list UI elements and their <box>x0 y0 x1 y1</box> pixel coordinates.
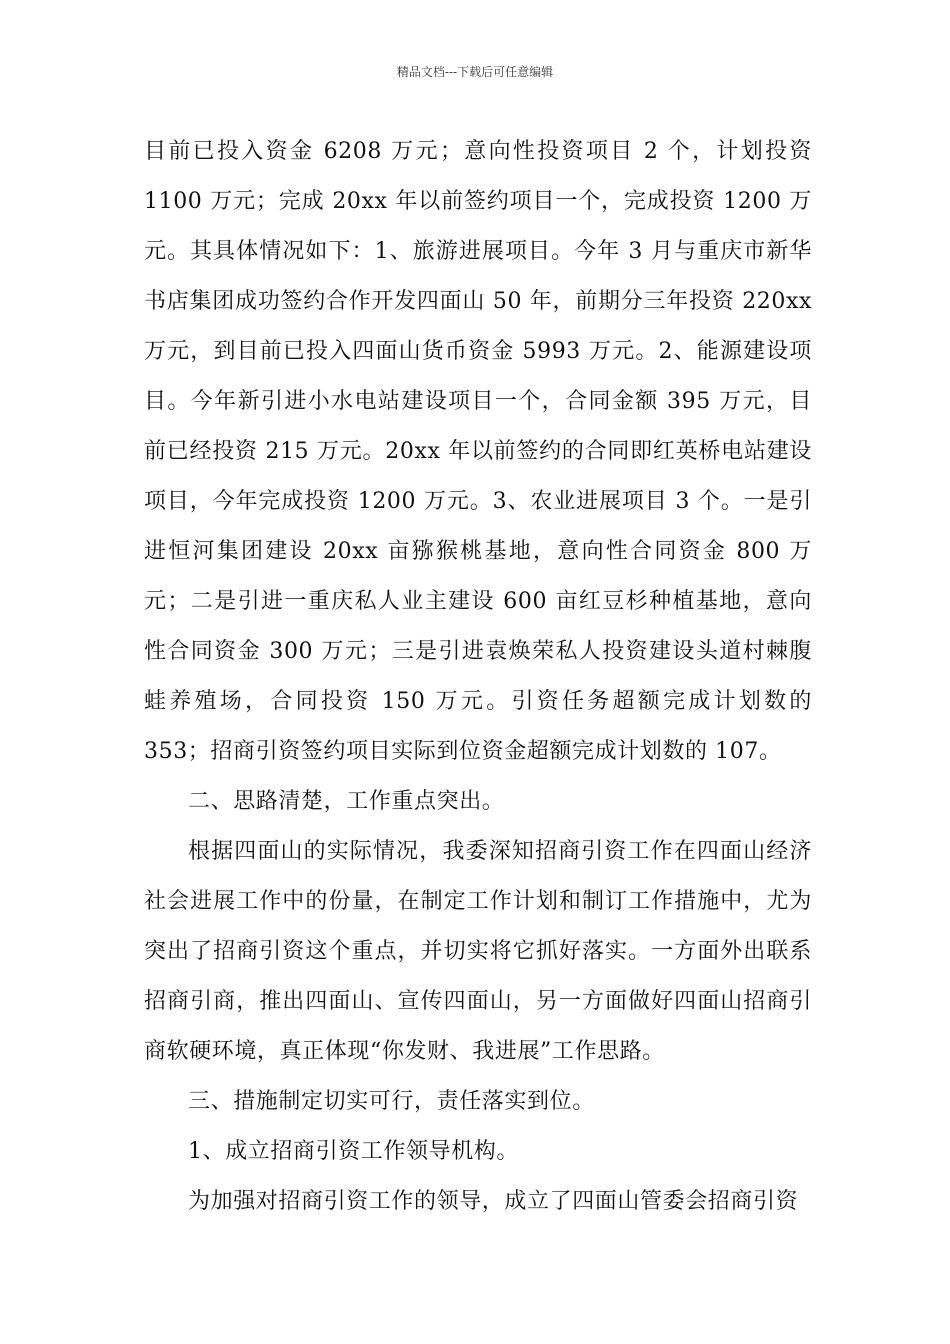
paragraph-approach: 根据四面山的实际情况，我委深知招商引资工作在四面山经济社会进展工作中的份量，在制定工作计划和制订工作措施中，尤为突出了招商引资这个重点，并切实将它抓好落实。一方面外出联系招商引商，推出四面山、宣传四面山，另一方面做好四面山招商引商软硬环境，真正体现“你发财、我进展”工作思路。 <box>144 839 812 1064</box>
subheading-one: 1、成立招商引资工作领导机构。 <box>188 1139 519 1164</box>
page-header: 精品文档---下载后可任意编辑 <box>396 65 554 79</box>
paragraph-investment-details: 目前已投入资金 6208 万元；意向性投资项目 2 个，计划投资 1100 万元；完成 20xx 年以前签约项目一个，完成投资 1200 万元。其具体情况如下：1、旅游进展项目。今年 3 月与重庆市新华书店集团成功签约合作开发四面山 50 年，前期分三年投资 220xx 万元，到目前已投入四面山货币资金 5993 万元。2、能源建设项目。今年新引进小水电站建设项目一个，合同金额 395 万元，目前已经投资 215 万元。20xx 年以前签约的合同即红英桥电站建设项目，今年完成投资 1200 万元。3、农业进展项目 3 个。一是引进恒河集团建设 20xx 亩猕猴桃基地，意向性合同资金 800 万元；二是引进一重庆私人业主建设 600 亩红豆杉种植基地，意向性合同资金 300 万元；三是引进袁焕荣私人投资建设头道村棘腹蛙养殖场，合同投资 150 万元。引资任务超额完成计划数的 353；招商引资签约项目实际到位资金超额完成计划数的 107。 <box>144 139 812 764</box>
section-heading-two: 二、思路清楚，工作重点突出。 <box>188 789 505 814</box>
section-heading-three: 三、措施制定切实可行，责任落实到位。 <box>188 1089 595 1114</box>
document-body <box>144 127 812 1227</box>
paragraph-leadership: 为加强对招商引资工作的领导，成立了四面山管委会招商引资 <box>188 1189 799 1214</box>
